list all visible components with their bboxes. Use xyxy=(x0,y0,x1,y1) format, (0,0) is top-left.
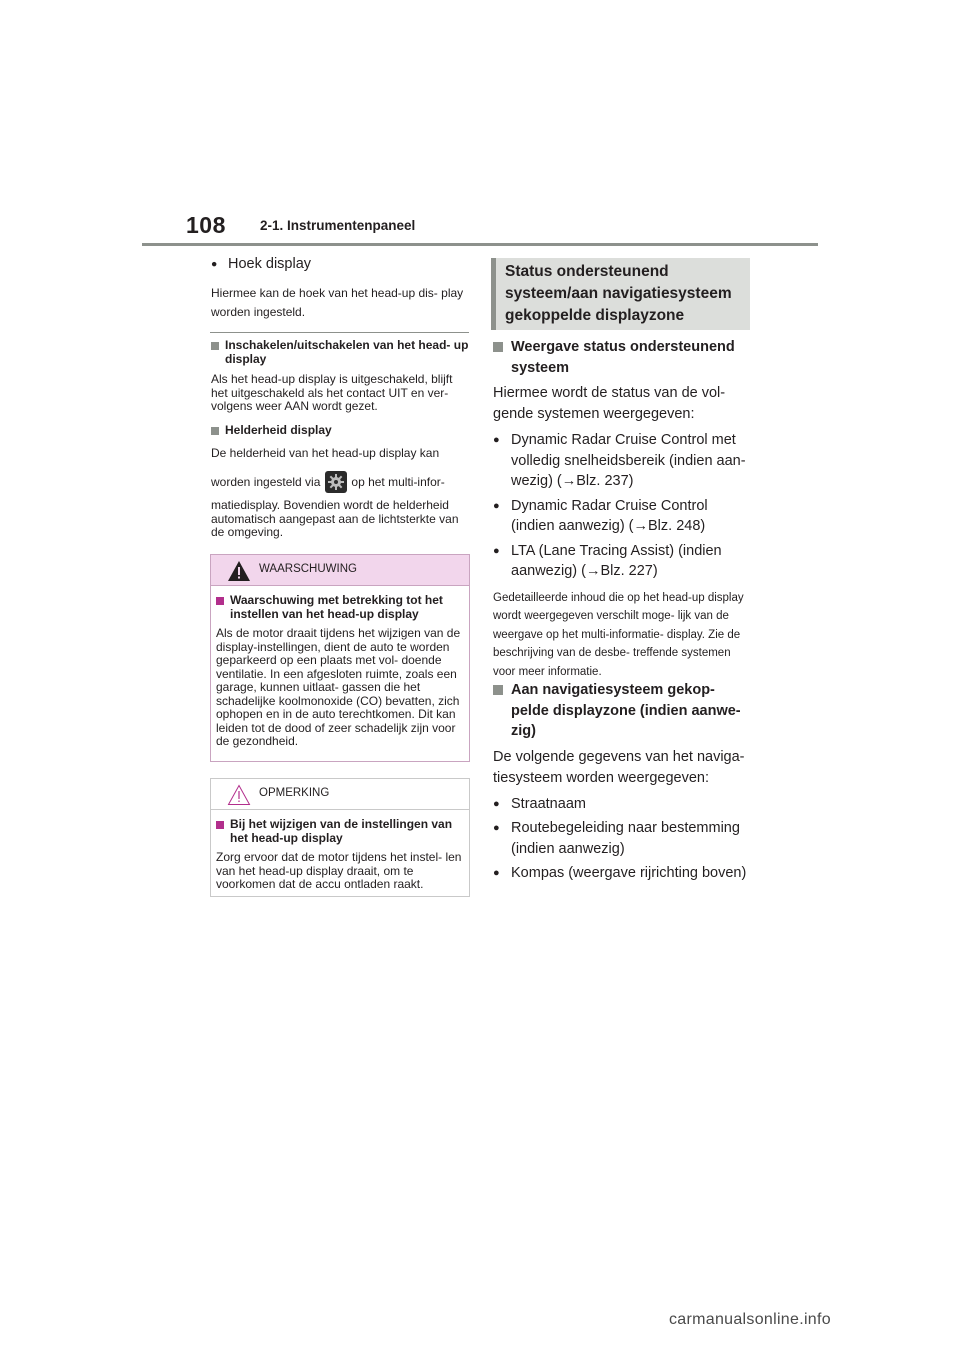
angle-bullet: ● Hoek display xyxy=(211,254,469,274)
warning-text: Als de motor draait tijdens het wijzigen van de display-instellingen, dient de auto te worden geparkeerd op een plaats met vol- doende ventilatie. In een afgesloten ruimte, zoals een garage, kunnen uitlaat- gassen die het schadelijke koolmonoxide (CO) bevatten, zich ophopen en in de auto terechtkomen. Dit kan leiden tot de dood of zeer schadelijk zijn voor de gezondheid. xyxy=(216,626,461,748)
section-divider xyxy=(210,332,469,333)
nav-section xyxy=(493,680,749,884)
status-heading: Status ondersteunend systeem/aan navigatiesysteem gekoppelde displayzone xyxy=(505,263,732,324)
warning-label: WAARSCHUWING xyxy=(259,563,357,575)
switch-section xyxy=(211,339,469,414)
support-item: ● Dynamic Radar Cruise Control met volledig snelheidsbereik (indien aan- wezig) (→Blz. 237) xyxy=(493,430,749,492)
warning-triangle-icon xyxy=(227,560,251,582)
brightness-text-b: op het multi-infor- xyxy=(351,474,445,489)
header-divider xyxy=(142,243,818,246)
brightness-title: Helderheid display xyxy=(211,424,469,438)
warning-box xyxy=(210,554,470,762)
warning-body xyxy=(211,586,469,749)
notice-text: Zorg ervoor dat de motor tijdens het instel- len van het head-up display draait, om te voorkomen dat de accu ontladen raakt. xyxy=(216,850,462,891)
brightness-line-2 xyxy=(211,471,469,493)
notice-body xyxy=(211,810,469,892)
switch-description: Als het head-up display is uitgeschakeld, blijft het uitgeschakeld als het contact UIT en ver- volgens weer AAN wordt gezet. xyxy=(211,372,453,413)
notice-header xyxy=(211,779,469,810)
page-number: 108 xyxy=(186,212,226,238)
nav-item: ● Straatnaam xyxy=(493,794,749,815)
support-title: Weergave status ondersteunend systeem xyxy=(493,337,749,378)
warning-title: Waarschuwing met betrekking tot het instellen van het head-up display xyxy=(216,594,463,621)
watermark: carmanualsonline.info xyxy=(669,1311,831,1328)
nav-item: ● Routebegeleiding naar bestemming (indien aanwezig) xyxy=(493,818,749,859)
brightness-line-1: De helderheid van het head-up display kan xyxy=(211,445,440,460)
brightness-section xyxy=(211,424,469,540)
caution-triangle-icon xyxy=(227,784,251,806)
notice-label: OPMERKING xyxy=(259,787,330,799)
brightness-line-3: matiedisplay. Bovendien wordt de helderheid automatisch aangepast aan de lichtsterkte van de omgeving. xyxy=(211,498,459,539)
switch-title: Inschakelen/uitschakelen van het head- up display xyxy=(211,339,469,366)
support-note: Gedetailleerde inhoud die op het head-up display wordt weergegeven verschilt moge- lijk van de weergave op het multi-informatie- display. Zie de beschrijving van de desbe- treffende systemen voor meer informatie. xyxy=(493,591,744,678)
support-item: ● Dynamic Radar Cruise Control (indien aanwezig) (→Blz. 248) xyxy=(493,496,749,537)
status-heading-box xyxy=(491,258,750,330)
support-item: ● LTA (Lane Tracing Assist) (indien aanwezig) (→Blz. 227) xyxy=(493,541,749,582)
brightness-text-a: worden ingesteld via xyxy=(211,474,321,489)
nav-item: ● Kompas (weergave rijrichting boven) xyxy=(493,863,749,884)
angle-description: Hiermee kan de hoek van het head-up dis- play worden ingesteld. xyxy=(211,286,464,319)
notice-title: Bij het wijzigen van de instellingen van het head-up display xyxy=(216,818,463,845)
warning-header xyxy=(211,555,469,586)
support-intro: Hiermee wordt de status van de vol- gende systemen weergegeven: xyxy=(493,385,726,422)
nav-intro: De volgende gegevens van het naviga- tiesysteem worden weergegeven: xyxy=(493,748,745,786)
nav-title: Aan navigatiesysteem gekop- pelde displayzone (indien aanwe- zig) xyxy=(493,680,749,742)
section-title: 2-1. Instrumentenpaneel xyxy=(260,218,416,233)
angle-section xyxy=(211,254,469,321)
support-section xyxy=(493,337,749,681)
gear-icon xyxy=(325,471,347,493)
notice-box xyxy=(210,778,470,897)
